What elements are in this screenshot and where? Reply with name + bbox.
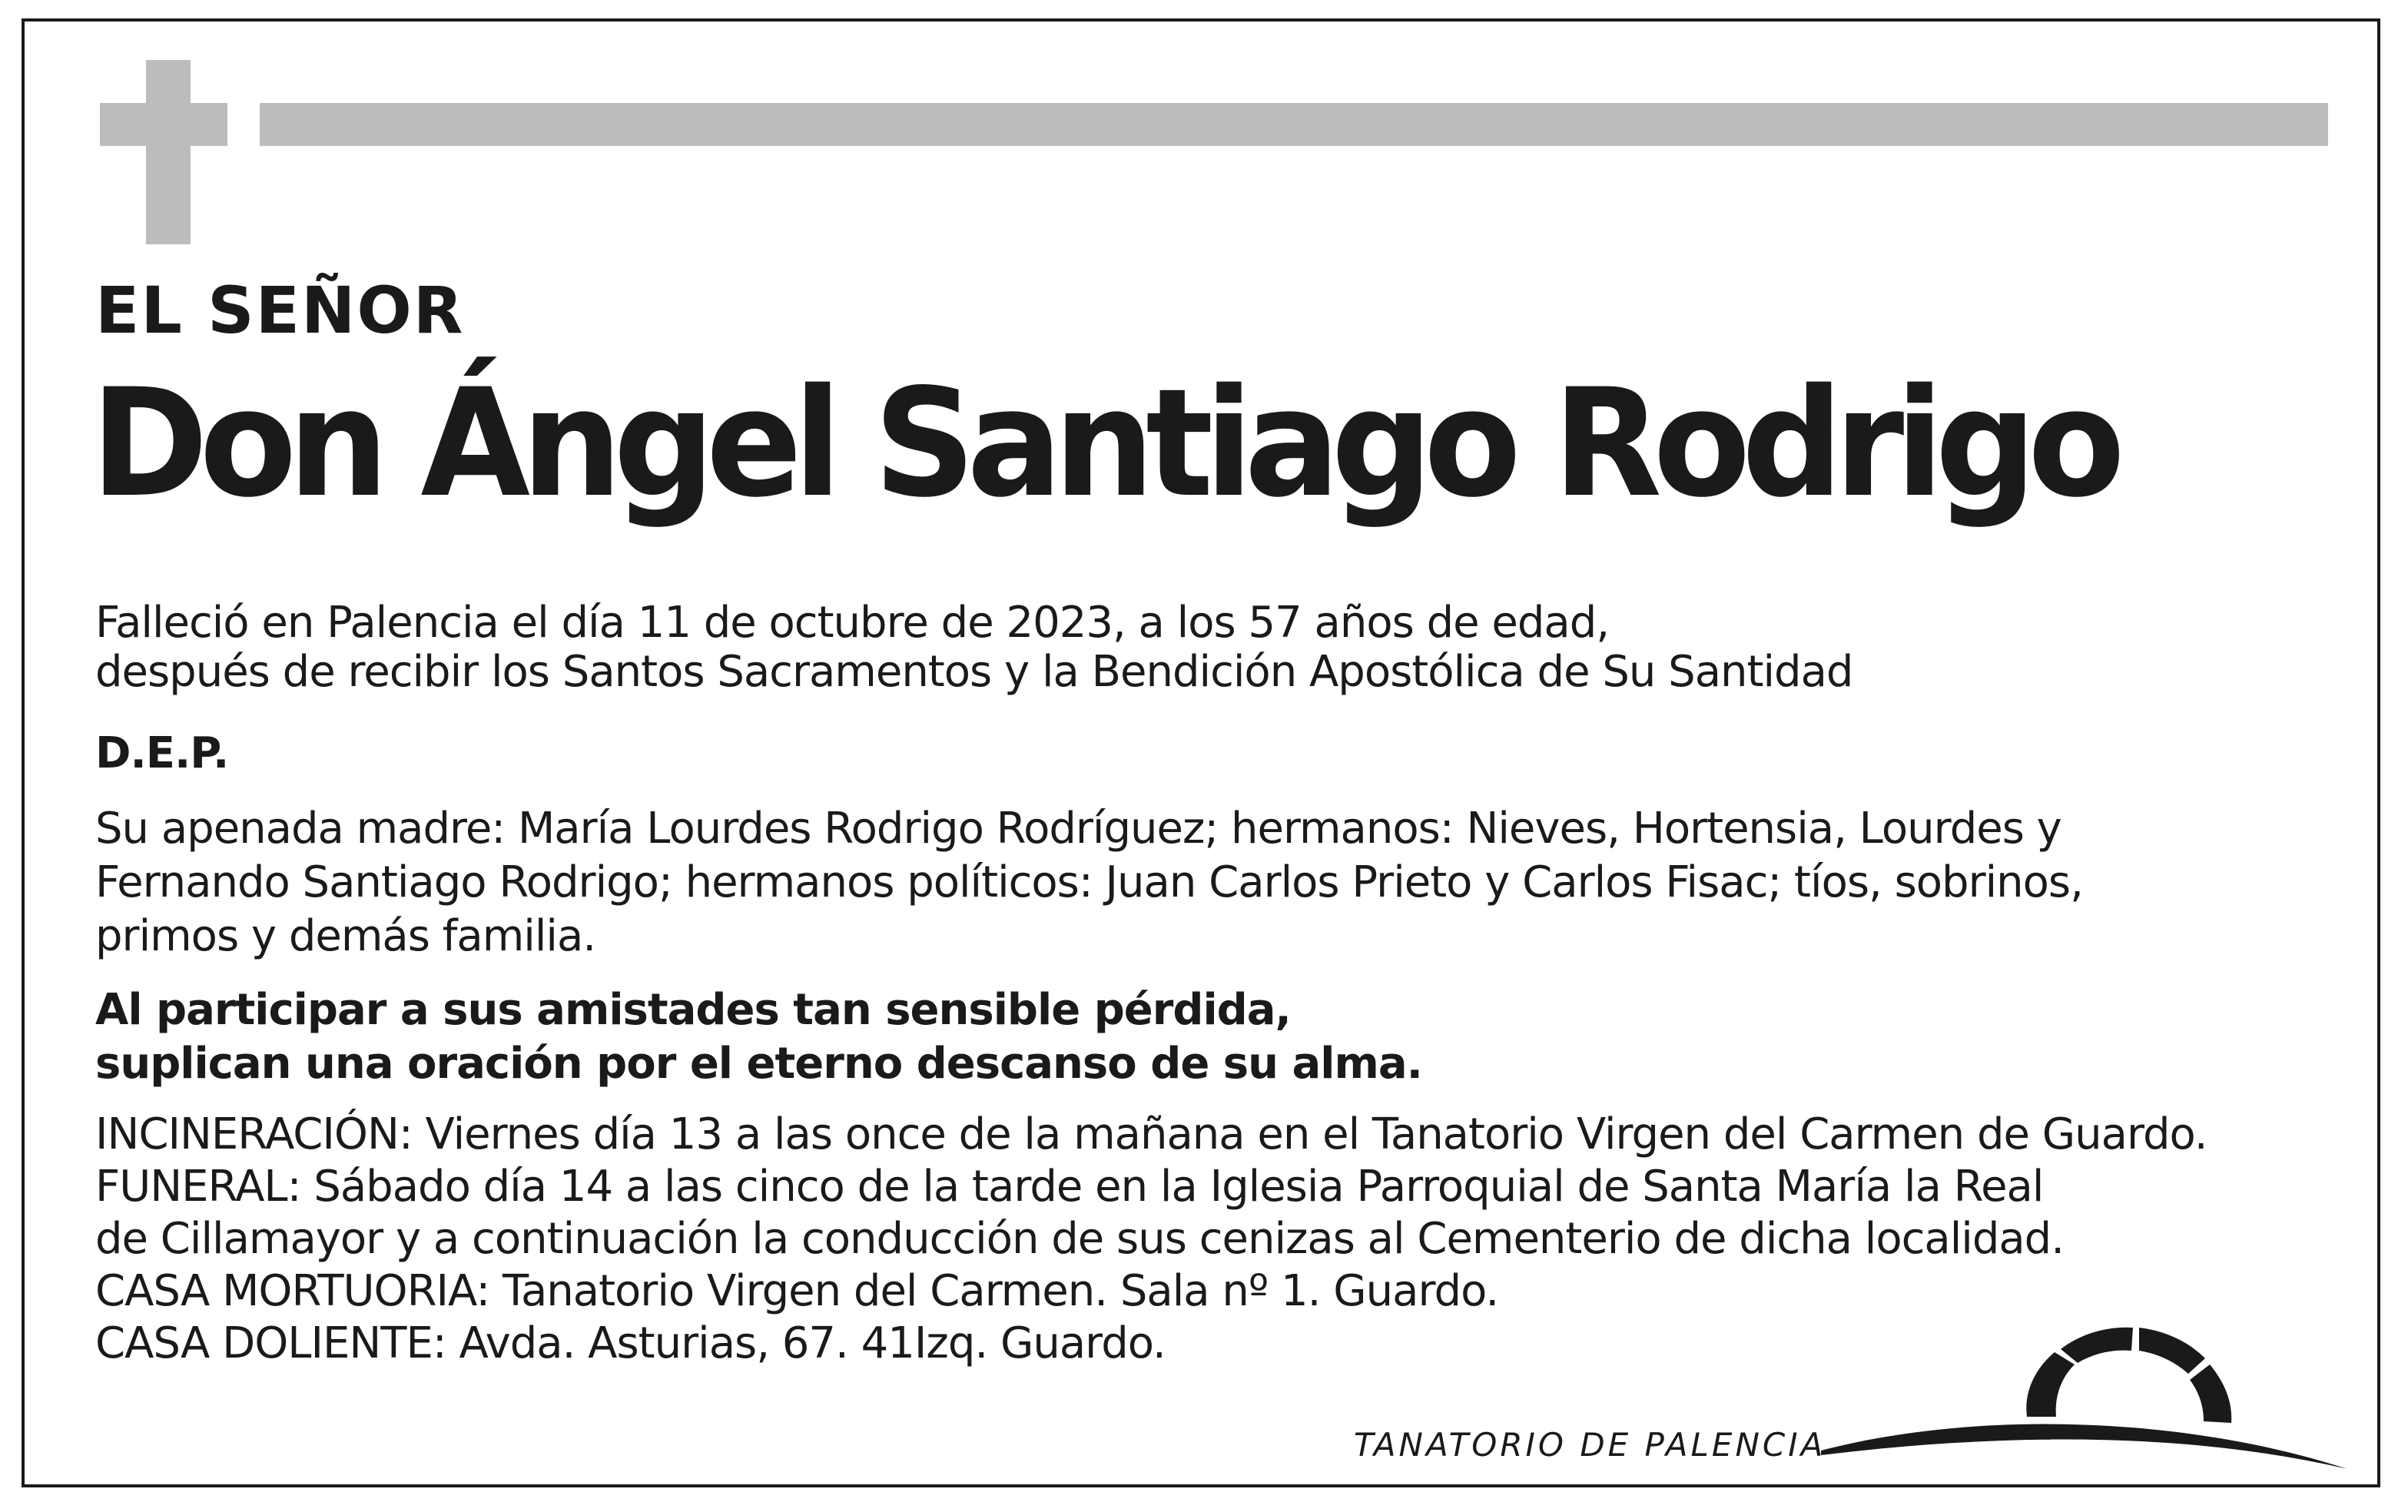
tanatorio-arch-logo-icon — [1821, 1318, 2351, 1487]
logo-text: TANATORIO DE PALENCIA — [1354, 1426, 1826, 1464]
details-line-casa-doliente: CASA DOLIENTE: Avda. Asturias, 67. 41Izq. Guardo. — [95, 1318, 1166, 1368]
details-line-incineracion: INCINERACIÓN: Viernes día 13 a las once de la mañana en el Tanatorio Virgen del Carmen de Guardo. — [95, 1109, 2207, 1159]
intro-line-1: Falleció en Palencia el día 11 de octubre de 2023, a los 57 años de edad, — [95, 598, 1610, 648]
cross-icon-vertical — [146, 60, 191, 244]
header-bar — [260, 103, 2328, 146]
obituary-prefix: EL SEÑOR — [95, 273, 465, 348]
family-line-1: Su apenada madre: María Lourdes Rodrigo Rodríguez; hermanos: Nieves, Hortensia, Lourdes y — [95, 804, 2061, 854]
request-line-1: Al participar a sus amistades tan sensible pérdida, — [95, 985, 1291, 1035]
request-line-2: suplican una oración por el eterno descanso de su alma. — [95, 1039, 1422, 1089]
details-line-funeral-cont: de Cillamayor y a continuación la conducción de sus cenizas al Cementerio de dicha localidad. — [95, 1214, 2065, 1264]
family-line-3: primos y demás familia. — [95, 911, 596, 961]
deceased-name: Don Ángel Santiago Rodrigo — [91, 356, 2117, 530]
details-line-casa-mortuoria: CASA MORTUORIA: Tanatorio Virgen del Carmen. Sala nº 1. Guardo. — [95, 1266, 1499, 1316]
dep-label: D.E.P. — [95, 728, 229, 778]
cross-icon-horizontal — [100, 103, 227, 146]
family-line-2: Fernando Santiago Rodrigo; hermanos políticos: Juan Carlos Prieto y Carlos Fisac; tíos, sobrinos, — [95, 857, 2083, 907]
details-line-funeral: FUNERAL: Sábado día 14 a las cinco de la tarde en la Iglesia Parroquial de Santa María la Real — [95, 1162, 2044, 1212]
intro-line-2: después de recibir los Santos Sacramentos y la Bendición Apostólica de Su Santidad — [95, 647, 1853, 697]
